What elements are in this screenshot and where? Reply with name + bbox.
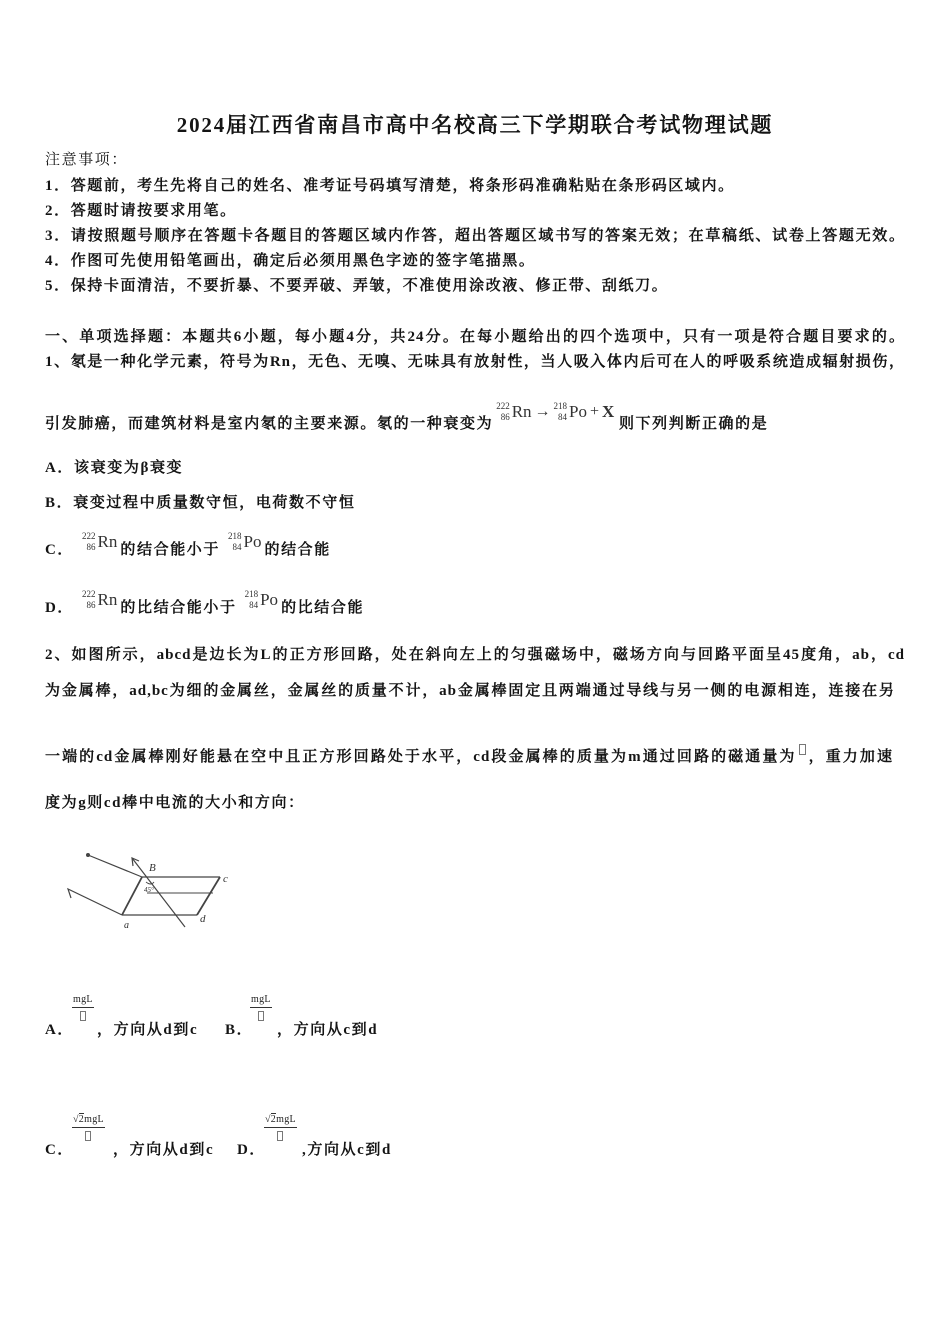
q2-option-d-label: D． [237, 1142, 267, 1158]
nuclide-parent [496, 401, 531, 423]
q1-option-d-nuclide-1 [82, 589, 117, 611]
q1-option-c-nuclide-1-index [82, 531, 96, 553]
q1-line-1: 1、氡是一种化学元素，符号为Rn，无色、无嗅、无味具有放射性，当人吸入体内后可在人的呼吸系统造成辐射损伤， [45, 354, 905, 370]
q1-option-c-middle: 的结合能小于 [120, 542, 220, 558]
atomic-number: 84 [249, 600, 259, 610]
element-symbol: Po [243, 532, 262, 551]
q1-option-d [45, 589, 365, 619]
mass-number: 222 [82, 531, 96, 541]
q2-option-b-denominator-box [258, 1011, 264, 1021]
magnetic-field-line [132, 858, 185, 927]
q1-option-d-end: 的比结合能 [281, 600, 365, 616]
q2-option-c-numerator [72, 1114, 105, 1128]
element-symbol: Po [260, 590, 279, 609]
q2-line-3-after: ，重力加速 [807, 749, 893, 765]
nuclide-daughter-index [554, 401, 568, 423]
q1-option-c-nuclide-1 [82, 531, 117, 553]
sqrt-icon: √ [265, 1114, 271, 1125]
mass-number: 218 [244, 589, 259, 599]
q2-option-b-fraction [250, 994, 272, 1021]
plus-symbol: + [590, 403, 600, 420]
q2-option-a-fraction [72, 994, 94, 1021]
q1-option-c-label: C． [45, 542, 75, 558]
element-symbol: Rn [97, 590, 118, 609]
notice-item-3: 3．请按照题号顺序在答题卡各题目的答题区域内作答，超出答题区域书写的答案无效；在草稿纸、试卷上答题无效。 [45, 228, 905, 244]
daughter-symbol: Po [569, 402, 588, 421]
q1-option-c-nuclide-2 [228, 531, 261, 553]
label-d: d [200, 913, 206, 925]
q2-option-c-radicand: 2 [78, 1114, 85, 1125]
q2-option-c-direction: ，方向从d到c [113, 1142, 215, 1158]
q2-option-d-direction: ,方向从c到d [302, 1142, 392, 1158]
atomic-number: 84 [232, 542, 242, 552]
parent-mass-number: 222 [496, 401, 510, 411]
label-b: B [149, 862, 156, 874]
q1-line-2-before: 引发肺癌，而建筑材料是室内氡的主要来源。氡的一种衰变为 [45, 416, 494, 432]
q1-line-2-after: 则下列判断正确的是 [618, 416, 769, 432]
page-title: 2024届江西省南昌市高中名校高三下学期联合考试物理试题 [176, 113, 774, 137]
decay-equation [496, 401, 616, 423]
q1-option-a [45, 458, 183, 478]
q1-option-d-nuclide-2-index [245, 589, 259, 611]
element-symbol: Rn [97, 532, 118, 551]
q2-line-1: 2、如图所示，abcd是边长为L的正方形回路，处在斜向左上的匀强磁场中，磁场方向与回路平面呈45度角，ab，cd [45, 647, 905, 663]
sqrt-icon: √ [73, 1114, 79, 1125]
q2-option-b-numerator: mgL [250, 994, 272, 1008]
q1-option-c-end: 的结合能 [264, 542, 331, 558]
q1-option-c-nuclide-2-index [228, 531, 242, 553]
q1-option-a-label: A． [45, 460, 75, 476]
q2-option-a-label: A． [45, 1022, 75, 1038]
q2-option-b-direction: ，方向从c到d [277, 1022, 379, 1038]
parent-atomic-number: 86 [500, 412, 510, 422]
q2-option-a-direction: ，方向从d到c [97, 1022, 199, 1038]
q2-option-c-label: C． [45, 1142, 75, 1158]
atomic-number: 86 [86, 542, 96, 552]
q2-line-3 [45, 747, 893, 767]
q1-option-d-nuclide-2 [245, 589, 278, 611]
label-a: a [124, 920, 129, 931]
atomic-number: 86 [86, 600, 96, 610]
notice-heading: 注意事项： [45, 152, 129, 168]
q2-option-d-numerator [264, 1114, 297, 1128]
q2-line-4: 度为g则cd棒中电流的大小和方向： [45, 795, 305, 811]
rod-cd [197, 877, 220, 915]
q1-option-b [45, 493, 355, 513]
daughter-atomic-number: 84 [558, 412, 568, 422]
flux-symbol-box [799, 744, 806, 755]
q1-option-a-text: 该衰变为β衰变 [74, 460, 184, 476]
label-angle: 45° [144, 886, 154, 894]
section-heading: 一、单项选择题：本题共6小题，每小题4分，共24分。在每小题给出的四个选项中，只有一项是符合题目要求的。 [45, 329, 905, 345]
q2-option-d-radicand: 2 [270, 1114, 277, 1125]
parent-symbol: Rn [511, 402, 532, 421]
rod-ab [122, 877, 142, 915]
q2-option-c-fraction [72, 1114, 105, 1141]
nuclide-parent-index [496, 401, 510, 423]
nuclide-daughter [554, 401, 587, 423]
notice-item-1: 1．答题前，考生先将自己的姓名、准考证号码填写清楚，将条形码准确粘贴在条形码区域内。 [45, 178, 735, 194]
q2-line-3-before: 一端的cd金属棒刚好能悬在空中且正方形回路处于水平，cd段金属棒的质量为m通过回路的磁通量为 [45, 749, 797, 765]
notice-item-4: 4．作图可先使用铅笔画出，确定后必须用黑色字迹的签字笔描黑。 [45, 253, 536, 269]
q2-option-d-denominator-box [277, 1131, 283, 1141]
q1-option-b-text: 衰变过程中质量数守恒，电荷数不守恒 [73, 495, 356, 511]
q2-option-c-numerator-rest: mgL [84, 1114, 104, 1125]
mass-number: 222 [82, 589, 96, 599]
q1-option-d-label: D． [45, 600, 75, 616]
q2-option-d-numerator-rest: mgL [276, 1114, 296, 1125]
notice-item-2: 2．答题时请按要求用笔。 [45, 203, 237, 219]
q1-option-c [45, 531, 331, 561]
q1-option-d-middle: 的比结合能小于 [120, 600, 237, 616]
q2-option-d-fraction [264, 1114, 297, 1141]
q2-option-a-numerator: mgL [72, 994, 94, 1008]
arrow-symbol: → [534, 403, 551, 420]
q2-line-2: 为金属棒，ad,bc为细的金属丝，金属丝的质量不计，ab金属棒固定且两端通过导线与另一侧的电源相连，连接在另 [45, 683, 895, 699]
mass-number: 218 [228, 531, 242, 541]
label-c: c [223, 873, 228, 885]
q1-option-b-label: B． [45, 495, 74, 511]
q2-option-b-label: B． [225, 1022, 254, 1038]
product-symbol: X [602, 402, 616, 421]
q1-line-2 [45, 401, 769, 435]
wire-bottom [68, 889, 122, 915]
q2-option-a-denominator-box [80, 1011, 86, 1021]
daughter-mass-number: 218 [553, 401, 568, 411]
notice-item-5: 5．保持卡面清洁，不要折暴、不要弄破、弄皱，不准使用涂改液、修正带、刮纸刀。 [45, 278, 669, 294]
q2-option-c-denominator-box [85, 1131, 91, 1141]
q1-option-d-nuclide-1-index [82, 589, 96, 611]
circuit-figure [45, 830, 255, 970]
